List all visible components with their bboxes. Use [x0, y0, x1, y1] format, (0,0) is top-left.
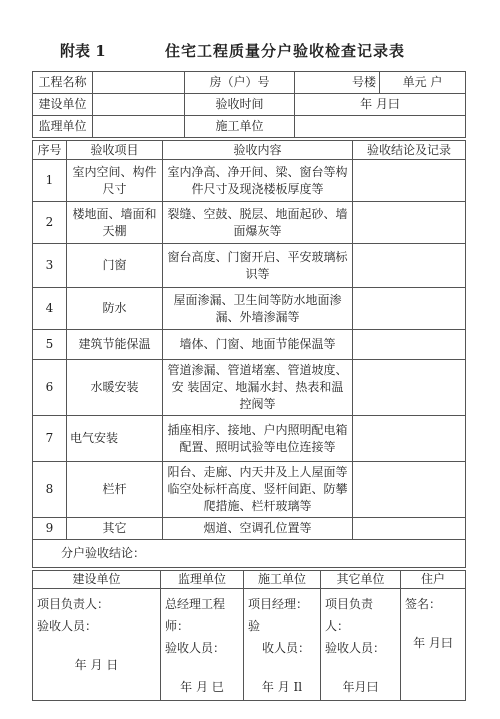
row-item: 防水: [67, 288, 163, 330]
table-row: [33, 416, 466, 462]
unit-label: 单元 户: [380, 72, 466, 94]
project-info-table: [32, 71, 466, 138]
row-result: [353, 330, 466, 360]
checklist-table: [32, 140, 466, 568]
signoff-line: 验收人员：: [325, 641, 386, 655]
row-no: 7: [33, 416, 67, 462]
row-no: 5: [33, 330, 67, 360]
project-name-label: 工程名称: [33, 72, 93, 94]
signoff-line: 签名：: [405, 597, 442, 611]
header-item: 验收项目: [67, 141, 163, 160]
row-content: 插座相序、接地、户内照明配电箱配置、照明试验等电位连接等: [163, 416, 353, 462]
signoff-date: 年 月 Il: [261, 680, 303, 694]
signoff-cell-resident: [401, 589, 466, 701]
builder-label: 建设单位: [33, 94, 93, 116]
row-no: 4: [33, 288, 67, 330]
page-title: 住宅工程质量分户验收检查记录表: [165, 42, 406, 60]
header-no: 序号: [33, 141, 67, 160]
row-content: 屋面渗漏、卫生间等防水地面渗漏、外墙渗漏等: [163, 288, 353, 330]
signoff-line: 项目负责人：: [325, 597, 374, 633]
project-name-value: [93, 72, 185, 94]
signoff-table: [32, 570, 466, 701]
row-no: 6: [33, 360, 67, 416]
row-result: [353, 244, 466, 288]
acceptance-date: 年 月曰: [295, 94, 466, 116]
row-result: [353, 288, 466, 330]
table-row: [33, 518, 466, 540]
signoff-header-other: 其它单位: [321, 571, 401, 589]
supervisor-label: 监理单位: [33, 116, 93, 138]
construction-value: [295, 116, 466, 138]
row-content: 窗台高度、门窗开启、平安玻璃标识等: [163, 244, 353, 288]
table-row: [33, 202, 466, 244]
builder-value: [93, 94, 185, 116]
signoff-line: 总经理工程师：: [165, 597, 226, 633]
signoff-cell-other: [321, 589, 401, 701]
table-row: [33, 160, 466, 202]
signoff-line: 项目负责人：: [37, 597, 110, 611]
signoff-date: 年 月 日: [74, 658, 119, 672]
table-row: [33, 244, 466, 288]
supervisor-value: [93, 116, 185, 138]
signoff-line: 收人员：: [262, 641, 311, 655]
signoff-date: 年月曰: [342, 680, 379, 694]
signoff-header-builder: 建设单位: [33, 571, 161, 589]
signoff-cell-construction: [244, 589, 321, 701]
row-result: [353, 160, 466, 202]
row-no: 1: [33, 160, 67, 202]
row-item: 门窗: [67, 244, 163, 288]
row-result: [353, 518, 466, 540]
room-label: 房（户）号: [185, 72, 295, 94]
row-result: [353, 462, 466, 518]
signoff-cell-supervisor: [161, 589, 244, 701]
signoff-header-resident: 住户: [401, 571, 466, 589]
row-no: 2: [33, 202, 67, 244]
row-no: 3: [33, 244, 67, 288]
acceptance-time-label: 验收时间: [185, 94, 295, 116]
row-content: 阳台、走廊、内天井及上人屋面等临空处标杆高度、竖杆间距、防攀爬措施、栏杆玻璃等: [163, 462, 353, 518]
row-no: 8: [33, 462, 67, 518]
row-content: 墙体、门窗、地面节能保温等: [163, 330, 353, 360]
header-conclusion: 验收结论及记录: [353, 141, 466, 160]
table-row: [33, 288, 466, 330]
header-content: 验收内容: [163, 141, 353, 160]
row-result: [353, 416, 466, 462]
row-item: 栏杆: [67, 462, 163, 518]
building-label: 号楼: [295, 72, 380, 94]
signoff-cell-builder: [33, 589, 161, 701]
row-item: 电气安装: [67, 416, 163, 462]
row-result: [353, 360, 466, 416]
row-item: 室内空间、构件尺寸: [67, 160, 163, 202]
row-content: 烟道、空调孔位置等: [163, 518, 353, 540]
row-item: 楼地面、墙面和天棚: [67, 202, 163, 244]
signoff-header-construction: 施工单位: [244, 571, 321, 589]
appendix-label: 附表 1: [60, 42, 106, 60]
row-item: 水暖安装: [67, 360, 163, 416]
signoff-date: 年 月曰: [413, 636, 453, 650]
table-row: [33, 462, 466, 518]
signoff-line: 项目经理： 验: [248, 597, 309, 633]
table-row: [33, 360, 466, 416]
row-no: 9: [33, 518, 67, 540]
row-content: 裂缝、空鼓、脱层、地面起砂、墙面爆灰等: [163, 202, 353, 244]
row-result: [353, 202, 466, 244]
row-item: 建筑节能保温: [67, 330, 163, 360]
signoff-date: 年 月 巳: [180, 680, 224, 694]
signoff-line: 验收人员：: [37, 619, 98, 633]
construction-label: 施工单位: [185, 116, 295, 138]
table-row: [33, 330, 466, 360]
row-content: 室内净高、净开间、梁、窗台等构件尺寸及现浇楼板厚度等: [163, 160, 353, 202]
row-content: 管道渗漏、管道堵塞、管道坡度、安 装固定、地漏水封、热表和温控阀等: [163, 360, 353, 416]
signoff-line: 验收人员：: [165, 641, 226, 655]
row-item: 其它: [67, 518, 163, 540]
signoff-header-supervisor: 监理单位: [161, 571, 244, 589]
conclusion-label: 分户验收结论：: [33, 540, 466, 568]
